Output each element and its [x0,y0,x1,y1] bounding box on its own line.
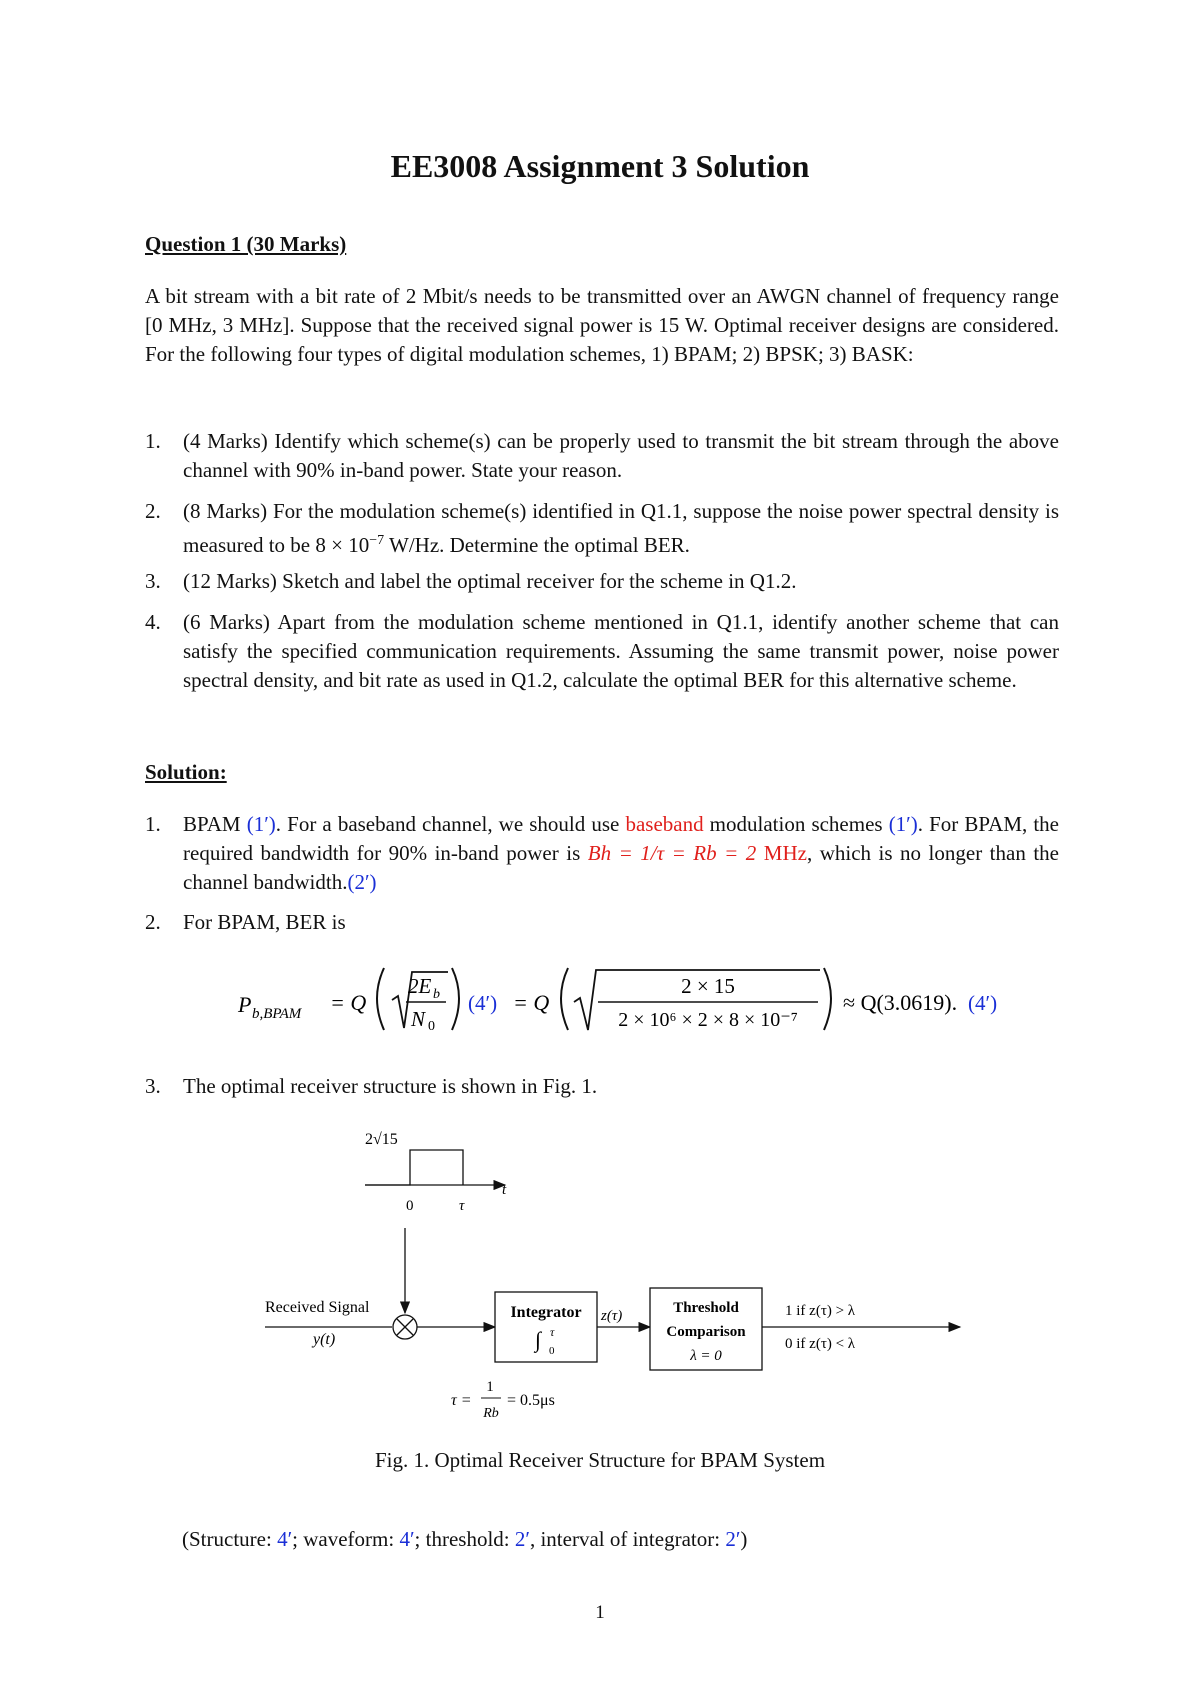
item-number: 3. [145,1074,161,1098]
marks-text: ) [740,1527,748,1551]
item-text: (8 Marks) For the modulation scheme(s) identified in Q1.1, suppose the noise power spectral density is measured to be 8 × 10 [183,499,1059,557]
bandwidth-formula: Bh = 1/τ = Rb = 2 [587,841,757,865]
marks-text: ; waveform: [292,1527,400,1551]
mark-badge: (1′) [246,812,276,836]
item-number: 1. [145,812,161,836]
marks-text: , interval of integrator: [529,1527,726,1551]
item-number: 2. [145,499,161,523]
threshold-title: Threshold [673,1300,739,1316]
tick-tau: τ [459,1198,465,1214]
marks-text: ; threshold: [414,1527,515,1551]
page-number: 1 [595,1602,605,1623]
output-rule-0: 0 if z(τ) < λ [785,1336,856,1352]
integrator-block [495,1292,597,1362]
solution-text: . For BPAM, the required bandwidth for 90% in-band power is [183,812,1059,865]
tau-rhs: = 0.5μs [507,1392,555,1409]
tau-lhs: τ = [451,1392,472,1409]
frac1-num-sub: b [433,987,440,1002]
output-rule-1: 1 if z(τ) > λ [785,1303,856,1319]
waveform-amplitude: 2√15 [365,1131,398,1148]
axis-label-t: t [502,1182,507,1198]
eq-equals-q: = Q [330,990,367,1015]
solution-heading: Solution: [145,760,227,784]
document-title: EE3008 Assignment 3 Solution [390,148,810,184]
paren-left-icon [561,968,568,1030]
receiver-block-diagram [255,1125,975,1425]
input-label: Received Signal [265,1299,370,1316]
tau-num: 1 [486,1379,494,1395]
integral-symbol: ∫ [534,1327,542,1352]
solution-item-3 [145,1072,1059,1101]
ber-equation [0,950,1200,1040]
question-item-4 [145,608,1059,695]
tick-zero: 0 [406,1198,414,1214]
frac1-den-sub: 0 [428,1019,435,1034]
marks-text: (Structure: [182,1527,278,1551]
mark-badge: (2′) [347,870,377,894]
item-number: 4. [145,610,161,634]
solution-text: modulation schemes [703,812,889,836]
bandwidth-unit: MHz [756,841,807,865]
input-signal: y(t) [313,1331,336,1348]
mark-badge: (4′) [968,991,998,1015]
frac1-den: N [411,1007,426,1031]
item-text: (6 Marks) Apart from the modulation scheme mentioned in Q1.1, identify another scheme that can satisfy the specified communication requirements. Assuming the same transmit power, noise power spectral density, and bit rate as used in Q1.2, calculate the optimal BER for this alternative scheme. [183,610,1059,692]
solution-item-2 [145,908,1059,937]
z-label: z(τ) [601,1308,623,1324]
highlight-word: baseband [625,812,704,836]
question-1-heading: Question 1 (30 Marks) [145,232,347,256]
item-number: 2. [145,910,161,934]
paren-right-icon [452,968,459,1030]
solution-text: The optimal receiver structure is shown in Fig. 1. [183,1074,598,1098]
integrator-title: Integrator [510,1304,582,1321]
tau-den: Rb [483,1406,499,1421]
eq-result: ≈ Q(3.0619). [843,990,958,1015]
item-text: (12 Marks) Sketch and label the optimal receiver for the scheme in Q1.2. [183,569,797,593]
item-text-tail: W/Hz. Determine the optimal BER. [384,533,690,557]
question-item-3 [145,567,1059,596]
solution-item-1 [145,810,1059,897]
figure-caption: Fig. 1. Optimal Receiver Structure for BPAM System [374,1448,826,1472]
integral-lower: 0 [549,1345,555,1357]
marks-breakdown [182,1527,747,1552]
mark-badge: (4′) [468,991,498,1015]
frac2-num: 2 × 15 [681,974,735,998]
solution-text: , which is no longer than the channel bandwidth. [183,841,1059,894]
item-text: (4 Marks) Identify which scheme(s) can be properly used to transmit the bit stream through the above channel with 90% in-band power. State your reason. [183,429,1059,482]
eq-lhs: P [238,992,252,1017]
question-item-1 [145,427,1059,485]
item-number: 3. [145,569,161,593]
question-item-2 [145,497,1059,560]
solution-text: BPAM [183,812,247,836]
mark-badge: 2′ [514,1527,530,1551]
solution-text: For BPAM, BER is [183,910,346,934]
frac1-num: 2E [408,974,432,998]
mark-badge: 4′ [399,1527,415,1551]
mark-badge: 2′ [725,1527,741,1551]
eq-lhs-sub: b,BPAM [252,1006,302,1022]
paren-left-icon [377,968,384,1030]
paren-right-icon [824,968,831,1030]
question-1-intro: A bit stream with a bit rate of 2 Mbit/s needs to be transmitted over an AWGN channel of frequency range [0 MHz, 3 MHz]. Suppose that the received signal power is 15 W. Optimal receiver designs are considered. For the following four types of digital modulation schemes, 1) BPAM; 2) BPSK; 3) BASK: [145,284,1059,366]
mark-badge: (1′) [888,812,918,836]
threshold-subtitle: Comparison [666,1324,746,1340]
item-number: 1. [145,429,161,453]
solution-text: . For a baseband channel, we should use [275,812,626,836]
threshold-value: λ = 0 [690,1348,722,1364]
item-exponent: −7 [369,533,385,548]
eq-equals-q2: = Q [513,990,550,1015]
rectangular-pulse [365,1150,463,1185]
integral-upper: τ [550,1325,555,1339]
frac2-den: 2 × 10⁶ × 2 × 8 × 10⁻⁷ [618,1009,798,1031]
mark-badge: 4′ [277,1527,293,1551]
